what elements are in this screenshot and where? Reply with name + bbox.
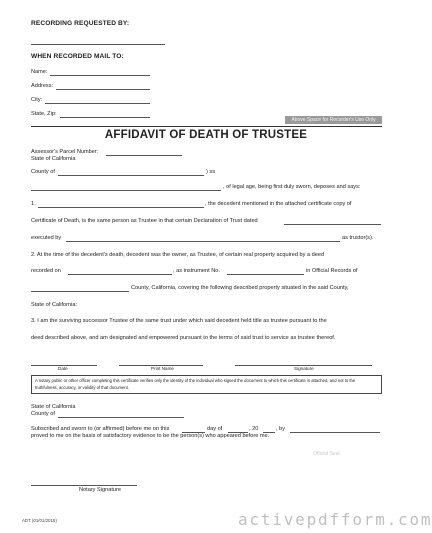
county-california-text: County, California, covering the following described property situated in the said County,: [131, 285, 349, 291]
apn-field[interactable]: [106, 155, 182, 156]
signature-caption: Signature: [294, 366, 314, 371]
sworn-by-label: , by: [276, 426, 286, 432]
sworn-year-label: , 20: [249, 426, 259, 432]
para3-line1: 3. I am the surviving successor Trustee of the same trust under which said decedent held title as trustee pursuant to the: [31, 318, 327, 324]
executed-by-label: executed by: [31, 235, 62, 241]
para2-text: 2. At the time of the decedent's death, decedent was the owner, as Trustee, of certain real property acquired by a deed: [31, 252, 325, 258]
ss-label: ) ss: [206, 169, 216, 175]
sworn-by-field[interactable]: [290, 432, 380, 433]
state-of-california: State of California: [31, 156, 76, 162]
trustor-field[interactable]: [66, 241, 340, 242]
recording-requested-label: RECORDING REQUESTED BY:: [31, 20, 130, 27]
print-name-caption: Print Name: [151, 366, 174, 371]
notary-state: State of California: [31, 404, 76, 410]
sworn-day-of: day of: [207, 426, 223, 432]
notary-county-label: County of: [31, 411, 55, 417]
form-code: ADT (01/01/2015): [22, 518, 57, 523]
notary-signature-field[interactable]: [31, 485, 137, 486]
city-label: City:: [31, 97, 43, 103]
mail-to-label: WHEN RECORDED MAIL TO:: [31, 53, 124, 60]
legal-age-text: , of legal age, being first duly sworn, deposes and says:: [223, 184, 361, 190]
recorder-space-banner: Above Space for Recorder's Use Only: [285, 116, 382, 124]
name-label: Name:: [31, 69, 48, 75]
name-field[interactable]: [50, 75, 150, 76]
para1-decedent-text: , the decedent mentioned in the attached certificate copy of: [205, 201, 352, 207]
instrument-label: , as instrument No.: [173, 268, 220, 274]
affiant-name-field[interactable]: [31, 190, 221, 191]
state-zip-label: State, Zip:: [31, 111, 57, 117]
para3-line2: deed described above, and am designated and empowered pursuant to the terms of said trust to service as trustee thereof.: [31, 335, 336, 341]
notary-county-field[interactable]: [58, 417, 184, 418]
records-county-field[interactable]: [31, 291, 129, 292]
notary-notice-box: A notary public or other officer completing this certificate verifies only the identity of the individual who signed the document to which this certificate is attached, and not to the truthfulness, accuracy, or validity of that document.: [31, 375, 382, 394]
sworn-text-b: proved to me on the basis of satisfactory evidence to be the person(s) who appeared before me.: [31, 433, 270, 439]
city-field[interactable]: [45, 103, 150, 104]
county-field[interactable]: [58, 175, 204, 176]
recorded-on-label: recorded on: [31, 268, 61, 274]
notary-signature-caption: Notary Signature: [79, 487, 121, 493]
decedent-name-field[interactable]: [38, 207, 204, 208]
trustors-text: as trustor(s).: [342, 235, 374, 241]
instrument-no-field[interactable]: [227, 274, 304, 275]
para1-certificate-text: Certificate of Death, is the same person as Trustee in that certain Declaration of Trust dated: [31, 218, 258, 224]
apn-label: Assessor's Parcel Number:: [31, 149, 99, 155]
state-zip-field[interactable]: [60, 117, 150, 118]
sworn-text-a: Subscribed and sworn to (or affirmed) before me on this: [31, 426, 170, 432]
para1-number: 1.: [31, 201, 36, 207]
official-seal-label: Official Seal: [313, 451, 340, 457]
date-caption: Date: [58, 366, 68, 371]
state-of-california-colon: State of California:: [31, 302, 78, 308]
recorded-on-field[interactable]: [68, 274, 172, 275]
header-rule: [31, 126, 382, 127]
address-field[interactable]: [56, 89, 150, 90]
requested-by-field[interactable]: [31, 44, 165, 45]
trust-date-field[interactable]: [284, 224, 381, 225]
watermark: activepdfform.com: [238, 510, 432, 529]
official-records-label: in Official Records of: [306, 268, 358, 274]
document-title: AFFIDAVIT OF DEATH OF TRUSTEE: [104, 129, 308, 141]
county-of-label: County of: [31, 169, 55, 175]
address-label: Address:: [31, 83, 54, 89]
